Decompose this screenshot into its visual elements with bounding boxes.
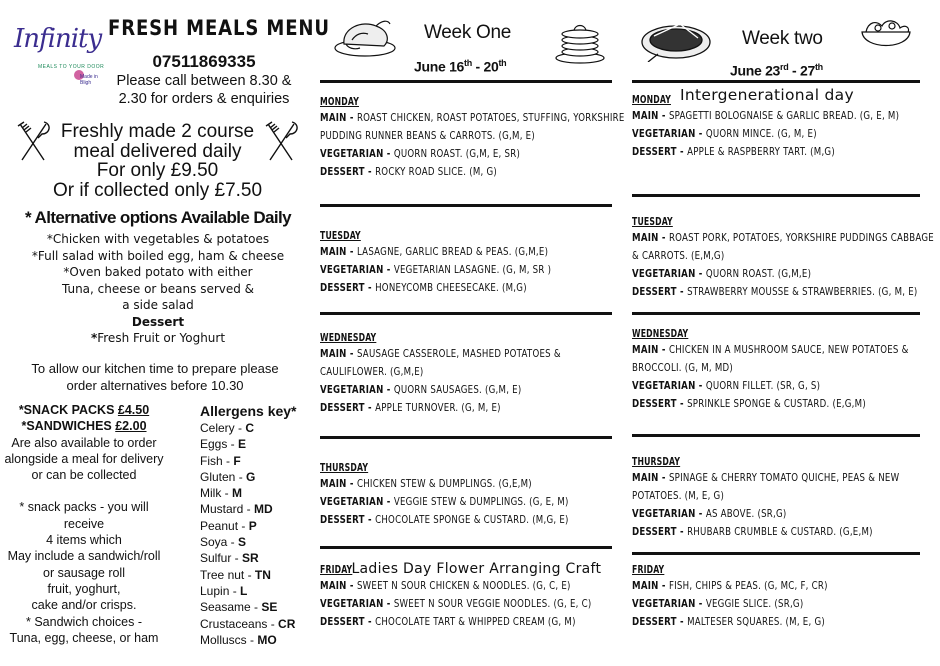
infinity-logo	[10, 18, 110, 88]
phone-number: 07511869335	[152, 52, 256, 71]
allergen-code: TN	[254, 567, 271, 582]
snack-price: £4.50	[117, 403, 150, 417]
menu-line	[320, 279, 612, 297]
day-block-friday	[320, 560, 612, 631]
course-label: VEGETARIAN -	[632, 128, 706, 140]
allergens-key	[200, 402, 312, 648]
course-dish: ROAST PORK, POTATOES, YORKSHIRE PUDDINGS CABBAGE	[668, 232, 934, 244]
snack-line: or sausage roll	[43, 565, 125, 580]
logo-tagline: MEALS TO YOUR DOOR	[38, 64, 105, 70]
menu-line	[632, 469, 920, 487]
snack-line: * snack packs - you will	[19, 500, 149, 515]
course-label: MAIN -	[632, 580, 669, 592]
snack-line: Tuna, egg, cheese, or ham	[9, 630, 159, 645]
menu-line	[320, 243, 612, 261]
allergen-code: M	[232, 486, 242, 501]
day-header	[320, 458, 612, 475]
menu-line	[632, 505, 920, 523]
allergen-name: Gluten -	[200, 469, 247, 484]
dessert-option-text: Fresh Fruit or Yoghurt	[97, 331, 226, 345]
course-label: VEGETARIAN -	[632, 508, 706, 520]
snack-line: Are also available to order	[11, 435, 157, 450]
course-label: VEGETARIAN -	[632, 598, 706, 610]
course-dish: LASAGNE, GARLIC BREAD & PEAS. (G,M,E)	[356, 246, 549, 258]
alternative-item: Tuna, cheese or beans served &	[61, 281, 255, 296]
date-suffix: th	[464, 58, 472, 68]
course-dish: APPLE TURNOVER. (G, M, E)	[375, 402, 501, 414]
allergen-name: Tree nut -	[200, 567, 255, 582]
day-name: FRIDAY	[320, 564, 353, 576]
allergen-row	[200, 436, 312, 452]
date-end: - 27	[788, 62, 815, 79]
course-dish: VEGGIE STEW & DUMPLINGS. (G, E, M)	[393, 496, 569, 508]
allergen-row	[200, 599, 312, 615]
alternative-item: *Full salad with boiled egg, ham & cheese	[31, 248, 285, 263]
allergen-row	[200, 501, 312, 517]
course-dish: ROCKY ROAD SLICE. (M, G)	[375, 166, 497, 178]
snacks-section	[0, 402, 168, 646]
course-dish: MALTESER SQUARES. (M, E, G)	[687, 616, 825, 628]
course-dish: ROAST CHICKEN, ROAST POTATOES, STUFFING, YORKSHIRE	[356, 112, 625, 124]
course-label: VEGETARIAN -	[320, 264, 394, 276]
menu-line	[320, 127, 612, 145]
snack-label: *SNACK PACKS	[18, 403, 118, 417]
day-header	[320, 92, 612, 109]
day-name: MONDAY	[320, 96, 359, 108]
allergen-name: Peanut -	[200, 518, 249, 533]
day-divider	[632, 312, 920, 315]
course-dish: AS ABOVE. (SR,G)	[705, 508, 787, 520]
course-dish: SAUSAGE CASSEROLE, MASHED POTATOES &	[356, 348, 561, 360]
allergen-name: Lupin -	[200, 583, 241, 598]
allergen-code: S	[238, 535, 247, 550]
menu-line	[632, 613, 920, 631]
allergen-name: Fish -	[200, 453, 234, 468]
snack-line: cake and/or crisps.	[31, 598, 137, 613]
allergen-name: Crustaceans -	[200, 616, 279, 631]
menu-line	[632, 125, 920, 143]
course-dish: SPAGETTI BOLOGNAISE & GARLIC BREAD. (G, E, M)	[668, 110, 900, 122]
menu-line	[632, 229, 934, 247]
menu-line	[632, 395, 920, 413]
allergen-list	[200, 420, 312, 648]
snack-line: or can be collected	[31, 468, 137, 483]
fork-knife-icon	[262, 120, 302, 166]
course-dish: APPLE & RASPBERRY TART. (M,G)	[687, 146, 835, 158]
allergen-row	[200, 583, 312, 599]
dessert-label: Dessert	[131, 314, 185, 329]
special-event: Intergenerational day	[680, 86, 854, 104]
course-label: DESSERT -	[320, 282, 376, 294]
allergen-row	[200, 534, 312, 550]
headline-line: For only £9.50	[96, 160, 219, 181]
call-line: 2.30 for orders & enquiries	[118, 91, 290, 107]
menu-line	[320, 163, 612, 181]
day-divider	[632, 552, 920, 555]
course-label: MAIN -	[632, 344, 669, 356]
allergen-row	[200, 550, 312, 566]
allergen-code: CR	[278, 616, 296, 631]
day-header	[632, 212, 920, 229]
fork-knife-icon	[14, 120, 54, 166]
week-two-dates	[730, 62, 823, 79]
week-one-column	[320, 0, 625, 666]
special-event: Ladies Day Flower Arranging Craft	[351, 561, 602, 577]
course-label: MAIN -	[320, 580, 357, 592]
note-line: order alternatives before 10.30	[66, 378, 244, 393]
dessert-star: *	[90, 331, 98, 345]
day-block-thursday	[632, 452, 920, 541]
course-label: VEGETARIAN -	[320, 598, 394, 610]
logo-small-text: Made in Bligh	[80, 74, 98, 86]
day-header	[632, 86, 920, 107]
course-label: DESSERT -	[632, 146, 688, 158]
course-dish: PUDDING RUNNER BEANS & CARROTS. (G,M, E)	[320, 130, 535, 142]
course-label: MAIN -	[320, 478, 357, 490]
course-label: DESSERT -	[632, 398, 688, 410]
allergen-row	[200, 453, 312, 469]
sandwich-label: *SANDWICHES	[21, 419, 116, 434]
allergen-code: P	[248, 518, 257, 533]
day-block-friday	[632, 560, 920, 631]
day-header	[320, 328, 612, 345]
allergen-code: C	[245, 421, 255, 435]
day-name: WEDNESDAY	[320, 332, 377, 344]
course-dish: SPINAGE & CHERRY TOMATO QUICHE, PEAS & NEW	[668, 472, 900, 484]
day-name: THURSDAY	[320, 462, 369, 474]
course-label: DESSERT -	[320, 402, 376, 414]
menu-line	[632, 577, 920, 595]
day-header	[632, 324, 920, 341]
logo-text: Infinity	[14, 24, 102, 54]
pie-dish-icon	[640, 16, 712, 62]
course-dish: HONEYCOMB CHEESECAKE. (M,G)	[375, 282, 527, 294]
allergen-name: Milk -	[200, 486, 232, 501]
allergen-code: MD	[254, 502, 273, 517]
course-label: DESSERT -	[320, 616, 376, 628]
course-dish: CHICKEN STEW & DUMPLINGS. (G,E,M)	[356, 478, 532, 490]
snack-line: receive	[63, 516, 105, 531]
menu-title: FRESH MEALS MENU	[108, 16, 330, 40]
day-name: WEDNESDAY	[632, 328, 689, 340]
day-name: TUESDAY	[632, 216, 673, 228]
allergen-row	[200, 485, 312, 501]
sandwich-price-value: £2.00	[115, 419, 147, 434]
roast-chicken-icon	[332, 14, 398, 58]
allergen-name: Sulfur -	[200, 551, 243, 566]
menu-line	[632, 523, 920, 541]
menu-line	[632, 487, 920, 505]
day-block-wednesday	[632, 324, 920, 413]
course-dish: VEGGIE SLICE. (SR,G)	[705, 598, 804, 610]
allergen-name: Seasame -	[200, 600, 262, 615]
menu-line	[320, 261, 612, 279]
course-label: DESSERT -	[320, 166, 376, 178]
day-header	[632, 560, 920, 577]
day-header	[320, 226, 612, 243]
day-header	[632, 452, 920, 469]
course-label: DESSERT -	[632, 286, 688, 298]
menu-line	[632, 359, 920, 377]
menu-line	[320, 109, 625, 127]
day-divider	[320, 204, 612, 207]
menu-line	[320, 595, 612, 613]
call-line: Please call between 8.30 &	[116, 73, 292, 89]
allergen-code: SE	[261, 600, 278, 615]
allergen-row	[200, 567, 312, 583]
allergen-code: L	[240, 583, 248, 598]
headline-line: Or if collected only £7.50	[52, 179, 263, 201]
course-dish: CHOCOLATE SPONGE & CUSTARD. (M,G, E)	[375, 514, 569, 526]
course-label: DESSERT -	[632, 526, 688, 538]
alternatives-list	[0, 231, 316, 347]
course-label: VEGETARIAN -	[632, 380, 706, 392]
course-dish: QUORN ROAST. (G,M, E, SR)	[393, 148, 521, 160]
date-suffix: th	[498, 58, 507, 68]
course-label: VEGETARIAN -	[320, 148, 394, 160]
day-name: MONDAY	[632, 94, 671, 106]
menu-line	[320, 577, 612, 595]
course-dish: QUORN FILLET. (SR, G, S)	[705, 380, 821, 392]
allergen-row	[200, 518, 312, 534]
day-divider	[320, 436, 612, 439]
allergen-code: G	[246, 469, 256, 484]
day-name: FRIDAY	[632, 564, 665, 576]
menu-line	[320, 363, 612, 381]
menu-line	[320, 475, 612, 493]
allergen-code: E	[238, 437, 247, 452]
course-label: MAIN -	[632, 472, 669, 484]
course-dish: CAULIFLOWER. (G,M,E)	[320, 366, 424, 378]
menu-line	[320, 145, 612, 163]
header-rule	[320, 80, 612, 83]
course-dish: POTATOES. (M, E, G)	[632, 490, 725, 502]
course-label: VEGETARIAN -	[320, 496, 394, 508]
course-label: MAIN -	[320, 246, 357, 258]
day-name: TUESDAY	[320, 230, 361, 242]
headline-line: meal delivered daily	[73, 140, 242, 162]
course-dish: RHUBARB CRUMBLE & CUSTARD. (G,E,M)	[687, 526, 873, 538]
allergen-code: F	[233, 453, 241, 468]
dessert-option	[0, 330, 316, 347]
course-label: MAIN -	[320, 348, 357, 360]
alternatives-title: * Alternative options Available Daily	[25, 208, 291, 227]
menu-line	[632, 377, 920, 395]
menu-line	[320, 381, 612, 399]
date-end: - 20	[471, 58, 499, 75]
allergens-title: Allergens key*	[200, 403, 297, 419]
day-divider	[632, 434, 920, 437]
day-name: THURSDAY	[632, 456, 681, 468]
course-dish: FISH, CHIPS & PEAS. (G, MC, F, CR)	[668, 580, 828, 592]
snack-line: * Sandwich choices -	[25, 614, 143, 629]
date-suffix: rd	[780, 62, 789, 72]
headline-line: Freshly made 2 course	[60, 121, 255, 142]
menu-line	[632, 341, 920, 359]
snack-pack-price	[0, 402, 168, 418]
date-start: June 16	[414, 58, 465, 75]
course-dish: QUORN SAUSAGES. (G,M, E)	[393, 384, 522, 396]
snack-line: alongside a meal for delivery	[4, 451, 164, 466]
day-block-monday	[320, 92, 625, 181]
course-dish: VEGETARIAN LASAGNE. (G, M, SR )	[393, 264, 552, 276]
left-column	[0, 0, 330, 666]
menu-line	[632, 107, 920, 125]
snack-line: May include a sandwich/roll	[7, 549, 161, 564]
allergen-name: Celery -	[200, 421, 246, 435]
week-one-dates	[414, 58, 506, 75]
menu-line	[320, 613, 612, 631]
menu-line	[320, 399, 612, 417]
course-label: MAIN -	[320, 112, 357, 124]
call-hours	[112, 72, 296, 108]
course-dish: SWEET N SOUR CHICKEN & NOODLES. (G, C, E)	[356, 580, 571, 592]
date-suffix: th	[814, 62, 823, 72]
snack-line: 4 items which	[46, 533, 122, 548]
day-divider	[320, 312, 612, 315]
alternative-item: *Chicken with vegetables & potatoes	[46, 232, 270, 246]
day-block-tuesday	[320, 226, 612, 297]
pancakes-icon	[554, 16, 606, 64]
course-dish: & CARROTS. (E,M,G)	[632, 250, 725, 262]
course-dish: QUORN ROAST. (G,M,E)	[705, 268, 812, 280]
menu-line	[632, 283, 920, 301]
menu-line	[632, 247, 920, 265]
day-divider	[320, 546, 612, 549]
day-block-thursday	[320, 458, 612, 529]
header-rule	[632, 80, 920, 83]
order-deadline-note	[10, 360, 300, 394]
course-dish: CHICKEN IN A MUSHROOM SAUCE, NEW POTATOES &	[668, 344, 909, 356]
date-start: June 23	[730, 62, 781, 79]
menu-line	[632, 595, 920, 613]
sandwich-price	[0, 418, 168, 434]
day-block-monday	[632, 86, 920, 161]
course-label: VEGETARIAN -	[320, 384, 394, 396]
menu-line	[632, 265, 920, 283]
allergen-row	[200, 632, 312, 648]
snack-line: fruit, yoghurt,	[47, 581, 121, 596]
price-headline	[50, 122, 265, 200]
snack-line	[0, 483, 168, 499]
note-line: To allow our kitchen time to prepare please	[31, 361, 279, 376]
menu-line	[320, 511, 612, 529]
course-dish: SPRINKLE SPONGE & CUSTARD. (E,G,M)	[687, 398, 866, 410]
course-label: MAIN -	[632, 110, 669, 122]
allergen-row	[200, 616, 312, 632]
week-two-column	[632, 0, 934, 666]
allergen-row	[200, 469, 312, 485]
menu-line	[320, 345, 612, 363]
course-label: VEGETARIAN -	[632, 268, 706, 280]
course-label: DESSERT -	[632, 616, 688, 628]
allergen-name: Eggs -	[200, 437, 239, 452]
day-divider	[632, 194, 920, 197]
day-header	[320, 560, 612, 577]
alternative-item: *Oven baked potato with either	[63, 265, 253, 279]
allergen-name: Soya -	[200, 535, 239, 550]
menu-line	[320, 493, 612, 511]
salad-bowl-icon	[858, 16, 914, 56]
course-dish: STRAWBERRY MOUSSE & STRAWBERRIES. (G, M, E)	[687, 286, 918, 298]
week-one-title: Week One	[424, 22, 512, 43]
allergen-row	[200, 420, 312, 436]
course-dish: QUORN MINCE. (G, M, E)	[705, 128, 817, 140]
course-dish: SWEET N SOUR VEGGIE NOODLES. (G, E, C)	[393, 598, 592, 610]
week-two-title: Week two	[742, 28, 823, 49]
allergen-code: SR	[242, 551, 259, 566]
day-block-wednesday	[320, 328, 612, 417]
day-block-tuesday	[632, 212, 934, 301]
allergen-code: MO	[257, 632, 277, 647]
course-label: MAIN -	[632, 232, 669, 244]
allergen-name: Molluscs -	[200, 632, 258, 647]
course-dish: CHOCOLATE TART & WHIPPED CREAM (G, M)	[375, 616, 576, 628]
course-label: DESSERT -	[320, 514, 376, 526]
allergen-name: Mustard -	[200, 502, 255, 517]
alternative-item: a side salad	[122, 298, 194, 312]
course-dish: BROCCOLI. (G, M, MD)	[632, 362, 734, 374]
menu-line	[632, 143, 920, 161]
snack-details	[0, 435, 168, 647]
